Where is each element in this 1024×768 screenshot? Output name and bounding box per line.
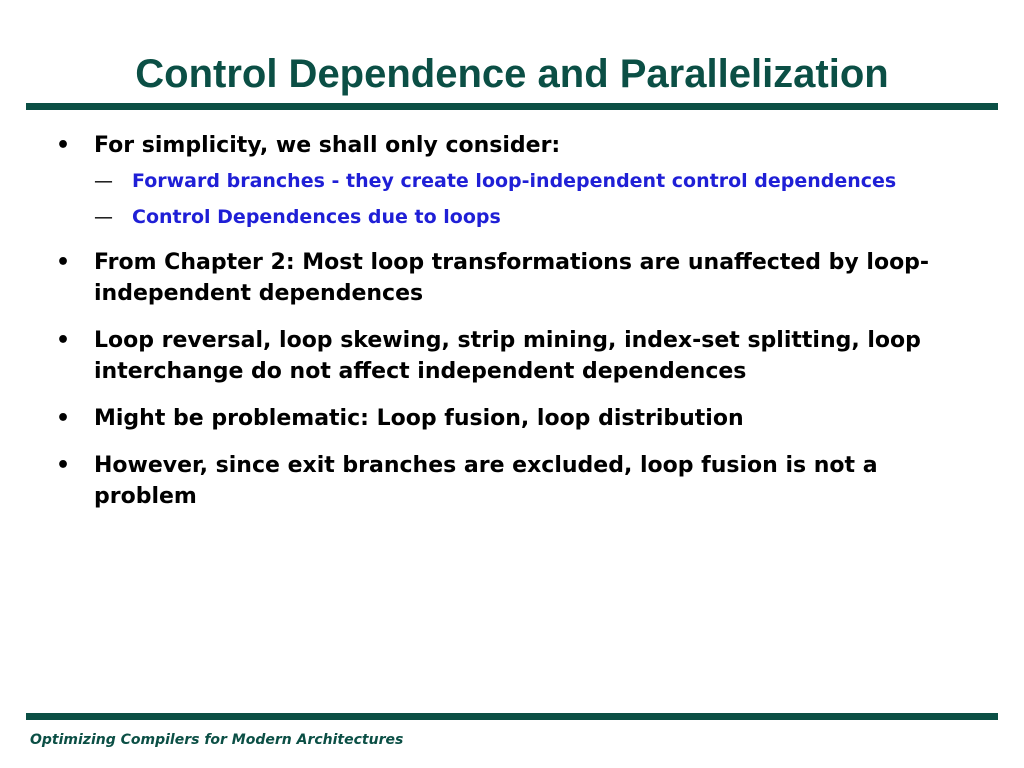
bullet-icon: • <box>56 328 71 353</box>
sub-bullet-text: Forward branches - they create loop-independent control dependences <box>132 170 897 192</box>
bullet-icon: • <box>56 250 71 275</box>
dash-icon: — <box>94 170 113 192</box>
title-divider <box>26 103 998 110</box>
bullet-text: However, since exit branches are excluded, loop fusion is not a problem <box>94 453 878 509</box>
dash-icon: — <box>94 206 113 228</box>
sub-bullet-text: Control Dependences due to loops <box>132 206 501 228</box>
bullet-item <box>56 247 986 309</box>
bullet-list <box>56 130 986 528</box>
footer-divider <box>26 713 998 720</box>
bullet-icon: • <box>56 453 71 478</box>
bullet-item <box>56 403 986 434</box>
sub-bullet-list <box>94 167 986 231</box>
sub-bullet-item <box>94 203 986 231</box>
bullet-text: Loop reversal, loop skewing, strip mining, index-set splitting, loop interchange do not affect independent dependences <box>94 328 921 384</box>
slide-title: Control Dependence and Parallelization <box>135 52 889 96</box>
bullet-item <box>56 450 986 512</box>
bullet-item <box>56 130 986 231</box>
footer-text: Optimizing Compilers for Modern Architectures <box>30 732 404 748</box>
bullet-item <box>56 325 986 387</box>
bullet-icon: • <box>56 133 71 158</box>
bullet-text: For simplicity, we shall only consider: <box>94 133 561 158</box>
sub-bullet-item <box>94 167 986 195</box>
bullet-text: Might be problematic: Loop fusion, loop distribution <box>94 406 744 431</box>
bullet-icon: • <box>56 406 71 431</box>
bullet-text: From Chapter 2: Most loop transformations are unaffected by loop-independent dependences <box>94 250 930 306</box>
